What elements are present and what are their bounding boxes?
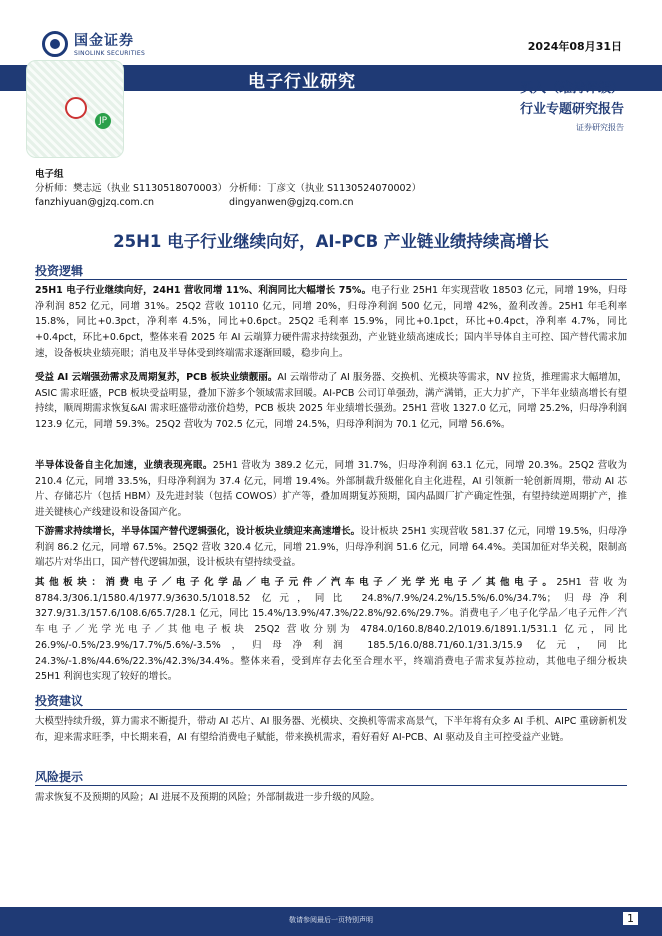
section-divider: [35, 279, 627, 280]
paragraph-lead: 25H1 电子行业继续向好，24H1 营收同增 11%、利润同比大幅增长 75%。: [35, 285, 372, 296]
author-block: [35, 168, 421, 210]
qr-code[interactable]: [26, 60, 124, 158]
paragraph-lead: 下游需求持续增长，半导体国产替代逻辑强化，设计板块业绩迎来高速增长。: [35, 526, 361, 537]
paragraph-body: 25H1 营收为 8784.3/306.1/1580.4/1977.9/3630.5/1018.52 亿元，同比 24.8%/7.9%/24.2%/15.5%/6.0%/34.7%；归母净利 327.9/31.3/157.6/108.6/65.7/28.1 亿元，同比 15.4%/13.9%/47.3%/22.8%/92.6%/29.7%。消费电子／电子化学品／电子元件／汽车电子／光学光电子／其他电子板块 25Q2 营收分别为 4784.0/160.8/840.2/1019.6/1891.1/531.1 亿元，同比 26.9%/-0.5%/23.9%/17.7%/5.6%/-3.5%，归母净利润 185.5/16.0/88.71/60.1/31.3/15.9 亿元，同比 24.3%/-1.8%/44.6%/22.3%/42.3%/34.4%。整体来看，受到库存去化至合理水平，终端消费电子需求复苏拉动，其他电子细分板块 25H1 利润也实现了较好的增长。: [35, 577, 627, 683]
qr-center-logo-icon: [65, 97, 87, 119]
rating-label: 买入（维持评级）: [519, 81, 624, 96]
report-type: 行业专题研究报告: [519, 102, 624, 117]
report-category: 证券研究报告: [576, 123, 624, 132]
paragraph-lead: 受益 AI 云端强劲需求及周期复苏，PCB 板块业绩靓丽。: [35, 372, 278, 383]
logo-en-text: SINOLINK SECURITIES: [74, 50, 146, 57]
page-number: 1: [623, 912, 638, 925]
paragraph-body: 设计板块 25H1 实现营收 581.37 亿元，同增 19.5%，归母净利润 86.2 亿元，同增 67.5%。25Q2 营收 320.4 亿元，同增 21.9%，归母净利润 51.6 亿元，同增 64.4%。美国加征对华关税，限制高端芯片对华出口，国产替代逻辑加强，设计板块有望持续受益。: [35, 526, 627, 569]
risk-heading: 风险提示: [35, 770, 84, 784]
paragraph-lead: 其他板块：消费电子／电子化学品／电子元件／汽车电子／光学光电子／其他电子。: [35, 577, 557, 588]
analyst-1-email[interactable]: fanzhiyuan@gjzq.com.cn: [35, 197, 155, 208]
paragraph-lead: 半导体设备自主化加速，业绩表现亮眼。: [35, 460, 213, 471]
banner-title: 电子行业研究: [248, 72, 356, 92]
analyst-2: 分析师：丁彦文（执业 S1130524070002）: [229, 183, 422, 194]
report-title: 25H1 电子行业继续向好，AI-PCB 产业链业绩持续高增长: [113, 232, 549, 251]
paragraph-body: AI 云端带动了 AI 服务器、交换机、光模块等需求，NV 拉货，推理需求大幅增加，ASIC 需求旺盛，PCB 板块受益明显，叠加下游多个领域需求回暖。AI-PCB 公司订单强劲，满产满销，正大力扩产，下半年业绩高增长有望持续，顺周期需求恢复&AI 需求旺盛带动涨价趋势，PCB 板块 2025 年业绩增长强劲。25H1 营收 1327.0 亿元，同增 25.2%，归母净利润 123.9 亿元，同增 59.3%。25Q2 营收为 702.5 亿元，同增 24.5%，归母净利润为 70.1 亿元，同增 56.6%。: [35, 372, 627, 431]
footer-disclaimer[interactable]: 敬请参阅最后一页特别声明: [289, 916, 373, 924]
analyst-1: 分析师：樊志远（执业 S1130518070003）: [35, 183, 228, 194]
company-logo: [42, 30, 145, 57]
paragraph-other-sectors: [35, 575, 627, 685]
paragraph-industry-overview: [35, 283, 627, 362]
paragraph-body: 电子行业 25H1 年实现营收 18503 亿元，同增 19%，归母净利润 852 亿元，同增 31%。25Q2 营收 10110 亿元，同增 20%，归母净利润 500 亿元，同增 42%，盈利改善。25H1 年毛利率 15.8%，同比+0.3pct，净利率 4.5%，同比+0.6pct。25Q2 毛利率 15.9%，同比+0.1pct，环比+0.4pct，净利率 4.7%，同比+0.4pct，环比+0.6pct，整体来看 2025 年 AI 云端算力硬件需求持续强劲，产业链业绩高速成长；国内半导体自主可控、国产替代需求加速，设备板块业绩亮眼；消电及半导体受到终端需求逐渐回暖，稳步向上。: [35, 285, 627, 359]
section-divider: [35, 785, 627, 786]
paragraph-risk: 需求恢复不及预期的风险；AI 进展不及预期的风险；外部制裁进一步升级的风险。: [35, 792, 380, 803]
paragraph-semiconductor-equipment: [35, 458, 627, 521]
qr-badge-icon: JP: [95, 113, 111, 129]
report-date: 2024年08月31日: [527, 40, 622, 53]
paragraph-body: 25H1 营收为 389.2 亿元，同增 31.7%，归母净利润 63.1 亿元，同增 20.3%。25Q2 营收为 210.4 亿元，同增 33.5%，归母净利润为 37.4 亿元，同增 19.4%。外部制裁升级催化自主化进程，AI 引领新一轮创新周期，带动 AI 芯片、存储芯片（包括 HBM）及先进封装（包括 COWOS）扩产等，叠加周期复苏预期，国内晶圆厂扩产确定性强，有望持续逆周期扩产，推进关键核心产线建设和设备国产化。: [35, 460, 627, 519]
paragraph-ic-design: [35, 524, 627, 571]
investment-logic-heading: 投资逻辑: [35, 264, 84, 278]
paragraph-advice: 大模型持续升级，算力需求不断提升，带动 AI 芯片、AI 服务器、光模块、交换机等需求高景气，下半年将有众多 AI 手机、AIPC 重磅新机发布，迎来需求旺季，中长期来看，AI 有望给消费电子赋能，带来换机需求，看好看好 AI-PCB、AI 驱动及自主可控受益产业链。: [35, 716, 627, 743]
logo-mark-icon: [42, 31, 68, 57]
paragraph-pcb: [35, 370, 627, 433]
section-divider: [35, 709, 627, 710]
investment-advice-heading: 投资建议: [35, 694, 84, 708]
analyst-2-email[interactable]: dingyanwen@gjzq.com.cn: [229, 197, 354, 208]
team-name: 电子组: [35, 169, 64, 180]
logo-cn-text: 国金证券: [74, 33, 134, 49]
